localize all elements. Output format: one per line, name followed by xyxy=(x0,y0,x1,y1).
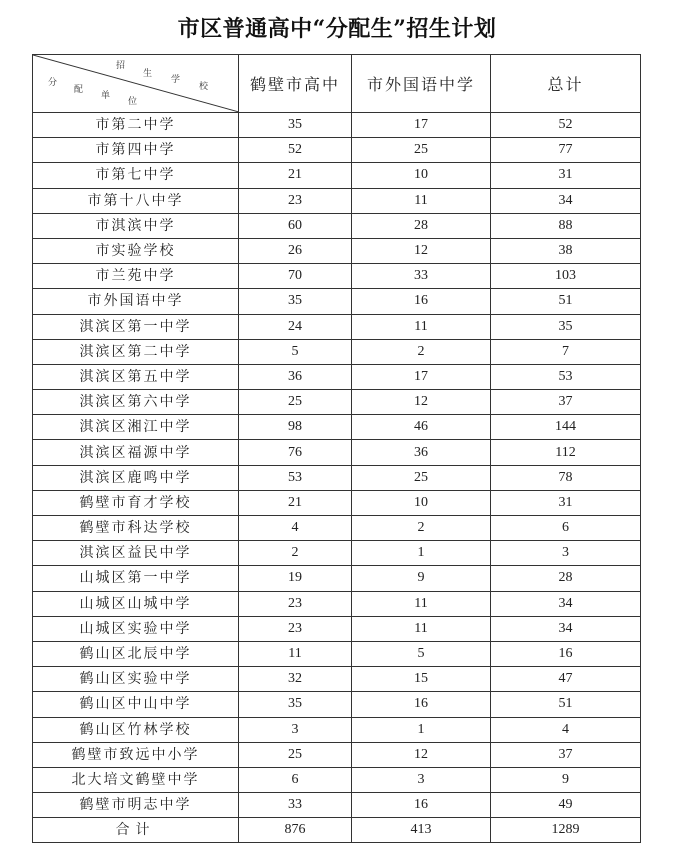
hebi-high-quota-cell: 21 xyxy=(239,163,352,188)
hebi-high-quota-cell: 19 xyxy=(239,566,352,591)
row-total-cell: 31 xyxy=(491,490,641,515)
corner-diagonal-header xyxy=(33,55,239,113)
hebi-high-quota-cell: 26 xyxy=(239,238,352,263)
row-total-cell: 78 xyxy=(491,465,641,490)
foreign-lang-quota-cell: 25 xyxy=(352,138,491,163)
row-total-cell: 7 xyxy=(491,339,641,364)
foreign-lang-quota-cell: 11 xyxy=(352,616,491,641)
unit-name-cell: 市兰苑中学 xyxy=(33,264,239,289)
hebi-high-quota-cell: 23 xyxy=(239,188,352,213)
row-total-cell: 3 xyxy=(491,541,641,566)
column-header-total: 总计 xyxy=(491,55,641,113)
page-title: 市区普通高中“分配生”招生计划 xyxy=(177,16,497,42)
unit-name-cell: 鹤山区竹林学校 xyxy=(33,717,239,742)
foreign-lang-quota-cell: 46 xyxy=(352,415,491,440)
unit-name-cell: 北大培文鹤壁中学 xyxy=(33,767,239,792)
unit-name-cell: 市外国语中学 xyxy=(33,289,239,314)
row-total-cell: 37 xyxy=(491,742,641,767)
row-total-cell: 144 xyxy=(491,415,641,440)
hebi-high-quota-cell: 98 xyxy=(239,415,352,440)
table-row xyxy=(33,516,641,541)
table-row xyxy=(33,742,641,767)
hebi-high-quota-cell: 6 xyxy=(239,767,352,792)
total-label-cell: 合计 xyxy=(33,818,239,843)
table-row xyxy=(33,767,641,792)
grand-total-row xyxy=(33,818,641,843)
unit-name-cell: 市第七中学 xyxy=(33,163,239,188)
table-row xyxy=(33,641,641,666)
corner-top-char: 招 xyxy=(116,61,126,71)
row-total-cell: 88 xyxy=(491,213,641,238)
foreign-lang-quota-cell: 2 xyxy=(352,516,491,541)
unit-name-cell: 鹤壁市明志中学 xyxy=(33,793,239,818)
row-total-cell: 35 xyxy=(491,314,641,339)
table-row xyxy=(33,289,641,314)
row-total-cell: 77 xyxy=(491,138,641,163)
column-header-hebi-high: 鹤壁市高中 xyxy=(239,55,352,113)
unit-name-cell: 淇滨区第一中学 xyxy=(33,314,239,339)
hebi-high-quota-cell: 3 xyxy=(239,717,352,742)
row-total-cell: 112 xyxy=(491,440,641,465)
foreign-lang-quota-cell: 17 xyxy=(352,364,491,389)
hebi-high-quota-cell: 35 xyxy=(239,113,352,138)
table-row xyxy=(33,238,641,263)
corner-bottom-char: 位 xyxy=(128,97,138,107)
row-total-cell: 28 xyxy=(491,566,641,591)
table-header-row xyxy=(33,55,641,113)
table-row xyxy=(33,188,641,213)
foreign-lang-quota-cell: 16 xyxy=(352,289,491,314)
foreign-lang-quota-cell: 25 xyxy=(352,465,491,490)
row-total-cell: 9 xyxy=(491,767,641,792)
corner-top-char: 校 xyxy=(199,82,209,92)
table-row xyxy=(33,339,641,364)
unit-name-cell: 鹤壁市科达学校 xyxy=(33,516,239,541)
row-total-cell: 6 xyxy=(491,516,641,541)
row-total-cell: 34 xyxy=(491,616,641,641)
corner-top-char: 学 xyxy=(171,75,181,85)
row-total-cell: 16 xyxy=(491,641,641,666)
hebi-high-quota-cell: 36 xyxy=(239,364,352,389)
unit-name-cell: 淇滨区鹿鸣中学 xyxy=(33,465,239,490)
table-row xyxy=(33,616,641,641)
hebi-high-quota-cell: 2 xyxy=(239,541,352,566)
row-total-cell: 47 xyxy=(491,667,641,692)
unit-name-cell: 淇滨区益民中学 xyxy=(33,541,239,566)
row-total-cell: 51 xyxy=(491,289,641,314)
foreign-lang-quota-cell: 11 xyxy=(352,314,491,339)
unit-name-cell: 鹤壁市致远中小学 xyxy=(33,742,239,767)
column-header-foreign-lang: 市外国语中学 xyxy=(352,55,491,113)
hebi-high-quota-cell: 70 xyxy=(239,264,352,289)
unit-name-cell: 鹤山区中山中学 xyxy=(33,692,239,717)
hebi-high-quota-cell: 23 xyxy=(239,616,352,641)
foreign-lang-quota-cell: 9 xyxy=(352,566,491,591)
foreign-lang-quota-cell: 10 xyxy=(352,163,491,188)
row-total-cell: 34 xyxy=(491,591,641,616)
unit-name-cell: 市第十八中学 xyxy=(33,188,239,213)
hebi-high-quota-cell: 33 xyxy=(239,793,352,818)
unit-name-cell: 鹤山区实验中学 xyxy=(33,667,239,692)
allocation-table xyxy=(32,54,641,843)
table-row xyxy=(33,566,641,591)
hebi-high-quota-cell: 32 xyxy=(239,667,352,692)
hebi-high-quota-cell: 25 xyxy=(239,742,352,767)
foreign-lang-quota-cell: 3 xyxy=(352,767,491,792)
hebi-high-sum-cell: 876 xyxy=(239,818,352,843)
unit-name-cell: 鹤山区北辰中学 xyxy=(33,641,239,666)
hebi-high-quota-cell: 24 xyxy=(239,314,352,339)
hebi-high-quota-cell: 76 xyxy=(239,440,352,465)
table-row xyxy=(33,415,641,440)
unit-name-cell: 淇滨区湘江中学 xyxy=(33,415,239,440)
table-row xyxy=(33,264,641,289)
table-row xyxy=(33,113,641,138)
table-body xyxy=(33,113,641,843)
corner-top-char: 生 xyxy=(143,69,153,79)
foreign-lang-quota-cell: 1 xyxy=(352,717,491,742)
unit-name-cell: 淇滨区第二中学 xyxy=(33,339,239,364)
row-total-cell: 38 xyxy=(491,238,641,263)
corner-bottom-char: 单 xyxy=(101,91,111,101)
hebi-high-quota-cell: 35 xyxy=(239,692,352,717)
unit-name-cell: 淇滨区第五中学 xyxy=(33,364,239,389)
foreign-lang-quota-cell: 12 xyxy=(352,390,491,415)
unit-name-cell: 鹤壁市育才学校 xyxy=(33,490,239,515)
foreign-lang-quota-cell: 36 xyxy=(352,440,491,465)
row-total-cell: 4 xyxy=(491,717,641,742)
row-total-cell: 31 xyxy=(491,163,641,188)
table-row xyxy=(33,440,641,465)
unit-name-cell: 淇滨区第六中学 xyxy=(33,390,239,415)
foreign-lang-quota-cell: 28 xyxy=(352,213,491,238)
hebi-high-quota-cell: 35 xyxy=(239,289,352,314)
row-total-cell: 37 xyxy=(491,390,641,415)
foreign-lang-quota-cell: 15 xyxy=(352,667,491,692)
unit-name-cell: 市淇滨中学 xyxy=(33,213,239,238)
foreign-lang-quota-cell: 16 xyxy=(352,692,491,717)
row-total-cell: 49 xyxy=(491,793,641,818)
unit-name-cell: 淇滨区福源中学 xyxy=(33,440,239,465)
foreign-lang-quota-cell: 17 xyxy=(352,113,491,138)
hebi-high-quota-cell: 11 xyxy=(239,641,352,666)
table-row xyxy=(33,465,641,490)
foreign-lang-quota-cell: 33 xyxy=(352,264,491,289)
table-row xyxy=(33,138,641,163)
foreign-lang-sum-cell: 413 xyxy=(352,818,491,843)
foreign-lang-quota-cell: 11 xyxy=(352,188,491,213)
table-row xyxy=(33,364,641,389)
table-row xyxy=(33,667,641,692)
hebi-high-quota-cell: 5 xyxy=(239,339,352,364)
hebi-high-quota-cell: 60 xyxy=(239,213,352,238)
table-row xyxy=(33,717,641,742)
table-row xyxy=(33,163,641,188)
foreign-lang-quota-cell: 5 xyxy=(352,641,491,666)
foreign-lang-quota-cell: 1 xyxy=(352,541,491,566)
foreign-lang-quota-cell: 12 xyxy=(352,742,491,767)
unit-name-cell: 山城区山城中学 xyxy=(33,591,239,616)
unit-name-cell: 市第四中学 xyxy=(33,138,239,163)
hebi-high-quota-cell: 21 xyxy=(239,490,352,515)
unit-name-cell: 市实验学校 xyxy=(33,238,239,263)
hebi-high-quota-cell: 25 xyxy=(239,390,352,415)
row-total-cell: 53 xyxy=(491,364,641,389)
foreign-lang-quota-cell: 2 xyxy=(352,339,491,364)
foreign-lang-quota-cell: 10 xyxy=(352,490,491,515)
foreign-lang-quota-cell: 11 xyxy=(352,591,491,616)
table-row xyxy=(33,314,641,339)
grand-total-cell: 1289 xyxy=(491,818,641,843)
hebi-high-quota-cell: 4 xyxy=(239,516,352,541)
unit-name-cell: 市第二中学 xyxy=(33,113,239,138)
foreign-lang-quota-cell: 12 xyxy=(352,238,491,263)
foreign-lang-quota-cell: 16 xyxy=(352,793,491,818)
table-row xyxy=(33,692,641,717)
unit-name-cell: 山城区第一中学 xyxy=(33,566,239,591)
row-total-cell: 52 xyxy=(491,113,641,138)
hebi-high-quota-cell: 23 xyxy=(239,591,352,616)
table-row xyxy=(33,213,641,238)
table-row xyxy=(33,490,641,515)
table-row xyxy=(33,793,641,818)
corner-bottom-char: 分 xyxy=(48,78,58,88)
corner-bottom-char: 配 xyxy=(74,85,84,95)
row-total-cell: 103 xyxy=(491,264,641,289)
table-row xyxy=(33,541,641,566)
hebi-high-quota-cell: 53 xyxy=(239,465,352,490)
unit-name-cell: 山城区实验中学 xyxy=(33,616,239,641)
row-total-cell: 51 xyxy=(491,692,641,717)
table-row xyxy=(33,591,641,616)
row-total-cell: 34 xyxy=(491,188,641,213)
table-row xyxy=(33,390,641,415)
hebi-high-quota-cell: 52 xyxy=(239,138,352,163)
